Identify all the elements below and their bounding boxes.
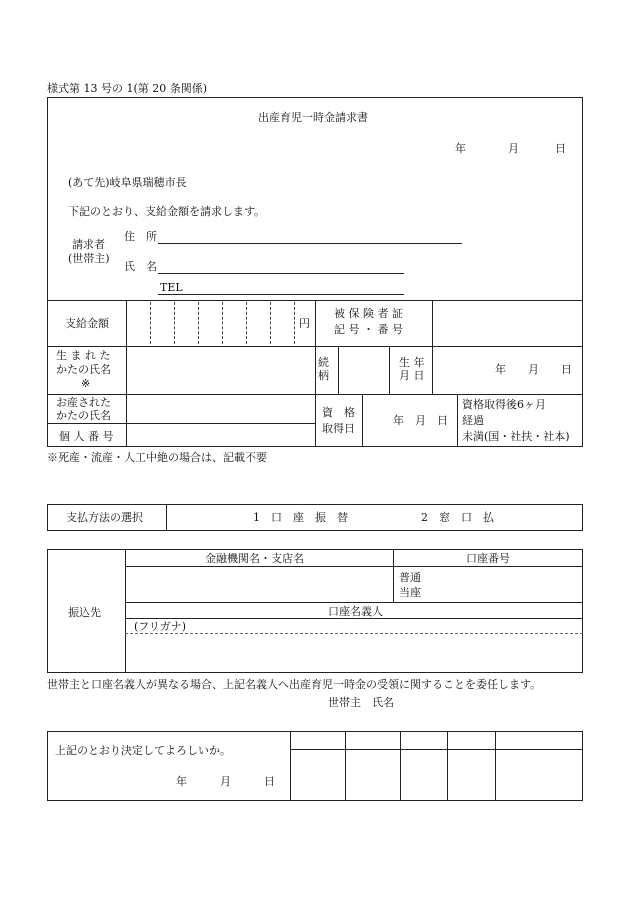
payment-amount-label: 支給金額 bbox=[65, 317, 109, 330]
bank-field[interactable] bbox=[126, 567, 392, 601]
payment-method-label: 支払方法の選択 bbox=[66, 511, 143, 524]
stamp-cell-3[interactable] bbox=[401, 750, 446, 800]
insured-card-label-1: 被 保 険 者 証 bbox=[334, 307, 403, 320]
account-type-ordinary[interactable]: 普通 bbox=[399, 571, 421, 584]
claimant-sublabel: (世帯主) bbox=[68, 252, 110, 265]
relation-field[interactable] bbox=[339, 347, 388, 393]
form-title: 出産育児一時金請求書 bbox=[258, 111, 368, 124]
stamp-cell-5[interactable] bbox=[496, 750, 582, 800]
date-month: 月 bbox=[508, 142, 519, 155]
stamp-cell-2[interactable] bbox=[346, 750, 399, 800]
birth-date: 年 月 日 bbox=[495, 363, 572, 376]
personal-number-label: 個 人 番 号 bbox=[59, 430, 114, 443]
form-number: 様式第 13 号の 1(第 20 条関係) bbox=[47, 82, 208, 95]
bank-header: 金融機関名・支店名 bbox=[205, 552, 304, 565]
approval-text: 上記のとおり決定してよろしいか。 bbox=[55, 744, 231, 757]
delegation-text: 世帯主と口座名義人が異なる場合、上記名義人へ出産育児一時金の受領に関することを委任します。 bbox=[47, 678, 542, 691]
qualification-label-2: 取得日 bbox=[322, 422, 355, 435]
relation-label-1: 続 bbox=[318, 356, 329, 369]
tel-field[interactable] bbox=[158, 294, 404, 295]
born-name-label-1: 生 ま れ た bbox=[56, 349, 111, 362]
holder-header: 口座名義人 bbox=[328, 605, 383, 618]
yen-label: 円 bbox=[299, 317, 310, 330]
address-field[interactable] bbox=[158, 243, 462, 244]
mother-name-label-2: かたの氏名 bbox=[56, 409, 111, 422]
account-header: 口座番号 bbox=[466, 552, 510, 565]
note-text: ※死産・流産・人工中絶の場合は、記載不要 bbox=[47, 451, 267, 464]
birth-label-2: 月 日 bbox=[399, 369, 425, 382]
after-6-months-3: 未満(国・社扶・社本) bbox=[462, 430, 570, 443]
furigana-label: (フリガナ) bbox=[134, 620, 187, 633]
approval-date: 年 月 日 bbox=[176, 775, 275, 788]
request-text: 下記のとおり、支給金額を請求します。 bbox=[68, 205, 266, 218]
mother-name-field[interactable] bbox=[127, 395, 314, 422]
qualification-label-1: 資 格 bbox=[322, 406, 355, 419]
date-day: 日 bbox=[555, 142, 566, 155]
insured-card-label-2: 記 号 ・ 番 号 bbox=[334, 323, 403, 336]
option-counter[interactable]: 2 窓 口 払 bbox=[421, 511, 494, 524]
mother-name-label-1: お産された bbox=[56, 396, 111, 409]
name-field[interactable] bbox=[158, 273, 404, 274]
option-bank-transfer[interactable]: 1 口 座 振 替 bbox=[253, 511, 348, 524]
claimant-label: 請求者 bbox=[72, 238, 105, 251]
tel-label: TEL bbox=[160, 281, 183, 294]
amount-field[interactable] bbox=[127, 301, 297, 345]
born-name-field[interactable] bbox=[127, 347, 314, 393]
relation-label-2: 柄 bbox=[318, 369, 329, 382]
stamp-cell-1[interactable] bbox=[291, 750, 344, 800]
insured-card-field[interactable] bbox=[433, 301, 582, 345]
name-label: 氏 名 bbox=[124, 260, 157, 273]
qualification-date: 年 月 日 bbox=[393, 414, 448, 427]
holder-name-field[interactable] bbox=[126, 634, 582, 672]
addressee: (あて先)岐阜県瑞穂市長 bbox=[68, 176, 187, 189]
transfer-label: 振込先 bbox=[68, 606, 101, 619]
born-name-note: ※ bbox=[81, 377, 91, 390]
householder-name-label: 世帯主 氏名 bbox=[328, 696, 394, 709]
date-year: 年 bbox=[455, 142, 466, 155]
after-6-months-1: 資格取得後6ヶ月 bbox=[462, 398, 546, 411]
born-name-label-2: かたの氏名 bbox=[56, 363, 111, 376]
account-type-current[interactable]: 当座 bbox=[399, 586, 421, 599]
personal-number-field[interactable] bbox=[127, 424, 314, 446]
account-number-field[interactable] bbox=[430, 567, 582, 601]
address-label: 住 所 bbox=[124, 230, 157, 243]
after-6-months-2: 経過 bbox=[462, 414, 484, 427]
stamp-cell-4[interactable] bbox=[448, 750, 494, 800]
birth-label-1: 生 年 bbox=[399, 356, 425, 369]
